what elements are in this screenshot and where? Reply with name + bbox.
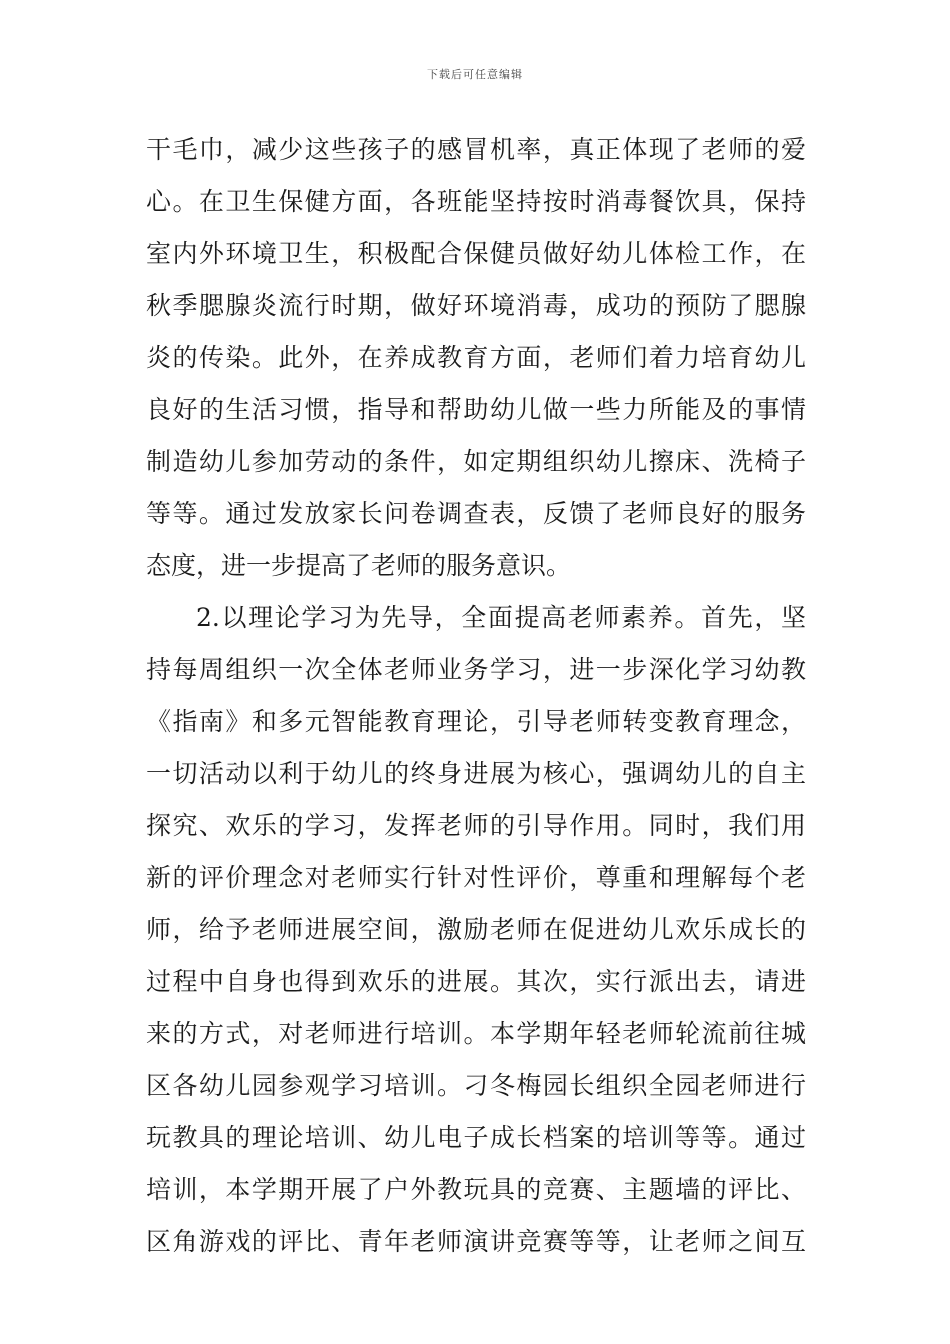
text-line: 过程中自身也得到欢乐的进展。其次，实行派出去，请进	[146, 967, 806, 996]
text-line: 区角游戏的评比、青年老师演讲竞赛等等，让老师之间互	[146, 1227, 806, 1256]
text-line: 培训，本学期开展了户外教玩具的竞赛、主题墙的评比、	[146, 1175, 806, 1204]
text-line: 探究、欢乐的学习，发挥老师的引导作用。同时，我们用	[146, 811, 806, 840]
text-line: 炎的传染。此外，在养成教育方面，老师们着力培育幼儿	[146, 343, 806, 372]
text-line: 等等。通过发放家长问卷调查表，反馈了老师良好的服务	[146, 499, 806, 528]
text-line: 新的评价理念对老师实行针对性评价，尊重和理解每个老	[146, 863, 806, 892]
paragraph-start-line: 2.以理论学习为先导，全面提高老师素养。首先，坚	[196, 603, 806, 632]
text-line: 室内外环境卫生，积极配合保健员做好幼儿体检工作，在	[146, 239, 806, 268]
text-line: 态度，进一步提高了老师的服务意识。	[146, 551, 572, 580]
text-line: 制造幼儿参加劳动的条件，如定期组织幼儿擦床、洗椅子	[146, 447, 806, 476]
text-line: 《指南》和多元智能教育理论，引导老师转变教育理念，	[146, 707, 806, 736]
page-header: 下载后可任意编辑	[427, 68, 523, 81]
text-line: 玩教具的理论培训、幼儿电子成长档案的培训等等。通过	[146, 1123, 806, 1152]
text-line: 心。在卫生保健方面，各班能坚持按时消毒餐饮具，保持	[146, 187, 806, 216]
text-line: 师，给予老师进展空间，激励老师在促进幼儿欢乐成长的	[146, 915, 806, 944]
body-text	[146, 124, 806, 1268]
text-line: 干毛巾，减少这些孩子的感冒机率，真正体现了老师的爱	[146, 135, 806, 164]
text-line: 来的方式，对老师进行培训。本学期年轻老师轮流前往城	[146, 1019, 806, 1048]
text-line: 良好的生活习惯，指导和帮助幼儿做一些力所能及的事情	[146, 395, 806, 424]
text-line: 持每周组织一次全体老师业务学习，进一步深化学习幼教	[146, 655, 806, 684]
text-line: 区各幼儿园参观学习培训。刁冬梅园长组织全园老师进行	[146, 1071, 806, 1100]
text-line: 秋季腮腺炎流行时期，做好环境消毒，成功的预防了腮腺	[146, 291, 806, 320]
text-line: 一切活动以利于幼儿的终身进展为核心，强调幼儿的自主	[146, 759, 806, 788]
